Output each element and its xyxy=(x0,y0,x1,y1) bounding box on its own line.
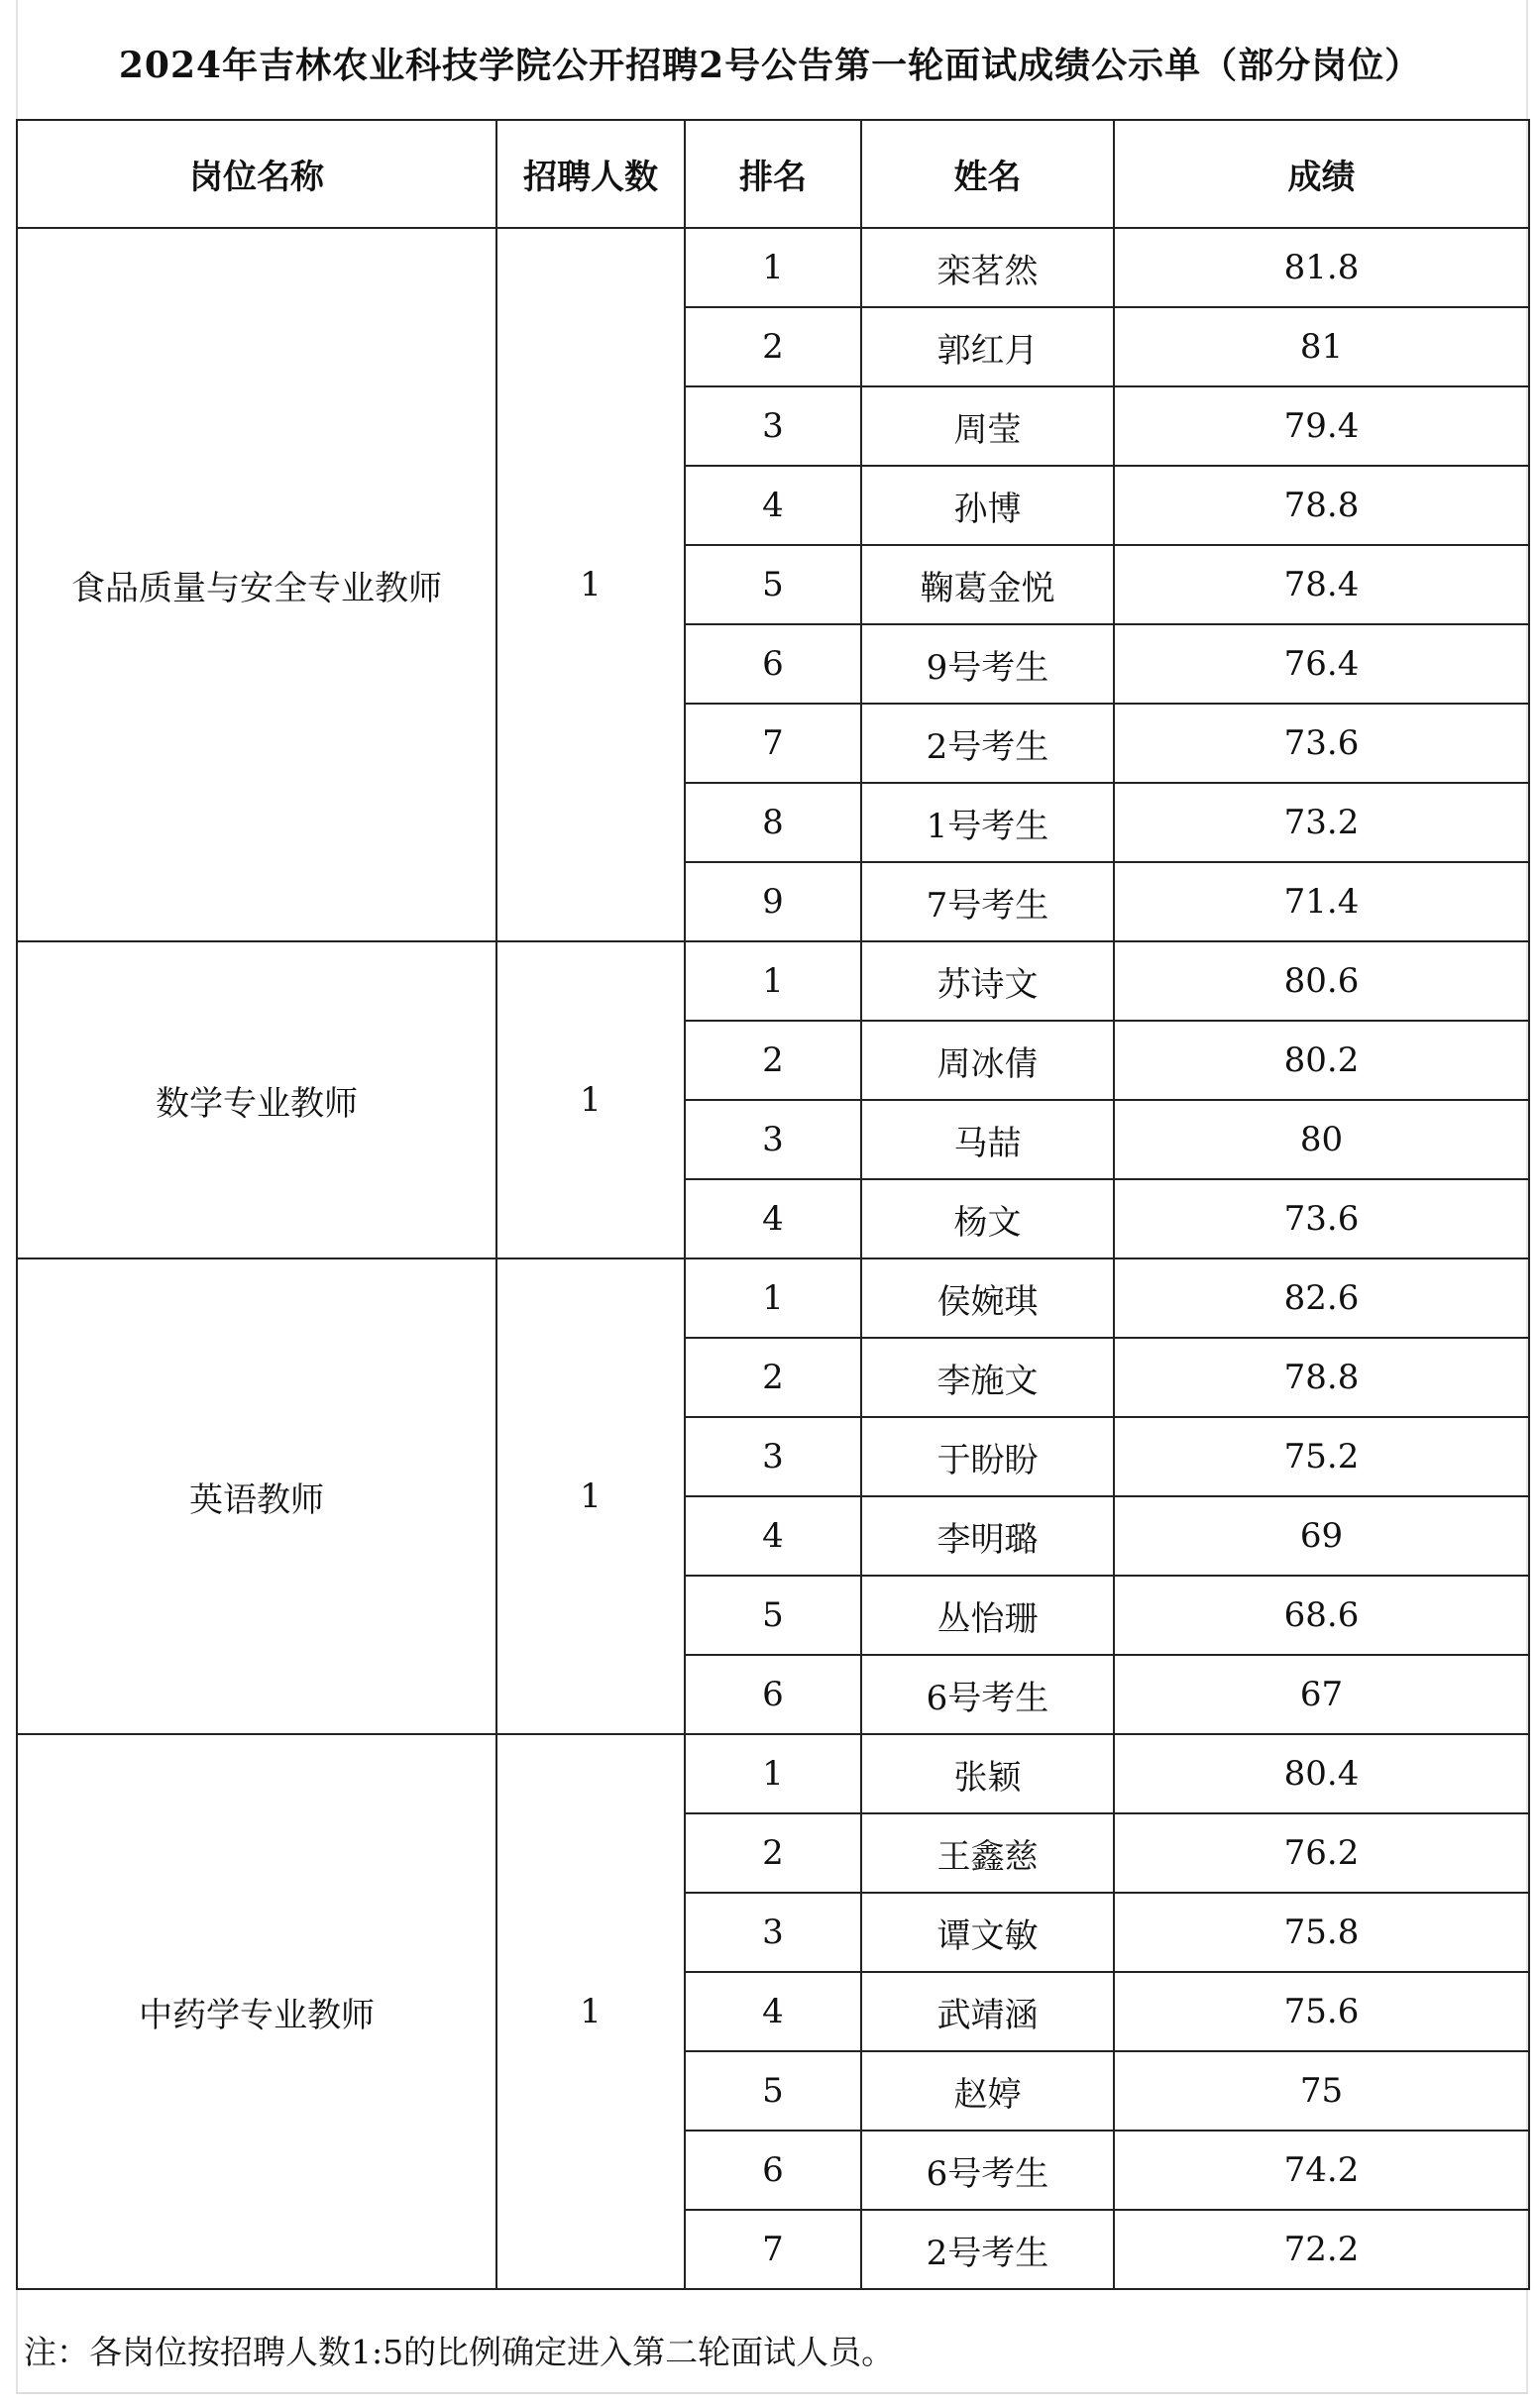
score-cell: 74.2 xyxy=(1114,2131,1529,2210)
name-cell: 鞠葛金悦 xyxy=(861,545,1114,624)
rank-cell: 4 xyxy=(685,1972,861,2051)
name-cell: 1号考生 xyxy=(861,783,1114,862)
name-cell: 7号考生 xyxy=(861,862,1114,941)
score-cell: 75.8 xyxy=(1114,1893,1529,1972)
count-cell: 1 xyxy=(496,1258,685,1734)
score-cell: 75 xyxy=(1114,2051,1529,2131)
rank-cell: 5 xyxy=(685,545,861,624)
name-cell: 周莹 xyxy=(861,386,1114,466)
score-cell: 78.8 xyxy=(1114,1338,1529,1417)
score-cell: 76.2 xyxy=(1114,1813,1529,1893)
table-row xyxy=(17,941,1529,1021)
score-cell: 73.6 xyxy=(1114,1179,1529,1258)
position-cell: 数学专业教师 xyxy=(17,941,496,1258)
score-cell: 78.4 xyxy=(1114,545,1529,624)
header-name: 姓名 xyxy=(861,120,1114,228)
name-cell: 王鑫慈 xyxy=(861,1813,1114,1893)
rank-cell: 3 xyxy=(685,1417,861,1496)
position-cell: 食品质量与安全专业教师 xyxy=(17,228,496,941)
score-cell: 69 xyxy=(1114,1496,1529,1576)
rank-cell: 4 xyxy=(685,1179,861,1258)
footnote: 注：各岗位按招聘人数1:5的比例确定进入第二轮面试人员。 xyxy=(24,2333,895,2371)
name-cell: 9号考生 xyxy=(861,624,1114,704)
rank-cell: 5 xyxy=(685,1576,861,1655)
document-title: 2024年吉林农业科技学院公开招聘2号公告第一轮面试成绩公示单（部分岗位） xyxy=(118,45,1422,86)
table-row xyxy=(17,1258,1529,1338)
header-position: 岗位名称 xyxy=(17,120,496,228)
score-cell: 73.6 xyxy=(1114,704,1529,783)
rank-cell: 6 xyxy=(685,2131,861,2210)
rank-cell: 7 xyxy=(685,704,861,783)
header-score: 成绩 xyxy=(1114,120,1529,228)
results-table xyxy=(16,119,1530,2290)
name-cell: 张颖 xyxy=(861,1734,1114,1813)
name-cell: 周冰倩 xyxy=(861,1021,1114,1100)
score-cell: 76.4 xyxy=(1114,624,1529,704)
name-cell: 丛怡珊 xyxy=(861,1576,1114,1655)
score-cell: 68.6 xyxy=(1114,1576,1529,1655)
score-cell: 80 xyxy=(1114,1100,1529,1179)
rank-cell: 9 xyxy=(685,862,861,941)
score-cell: 79.4 xyxy=(1114,386,1529,466)
score-cell: 71.4 xyxy=(1114,862,1529,941)
rank-cell: 5 xyxy=(685,2051,861,2131)
score-cell: 73.2 xyxy=(1114,783,1529,862)
score-cell: 82.6 xyxy=(1114,1258,1529,1338)
rank-cell: 7 xyxy=(685,2210,861,2289)
rank-cell: 1 xyxy=(685,1734,861,1813)
rank-cell: 6 xyxy=(685,1655,861,1734)
name-cell: 6号考生 xyxy=(861,2131,1114,2210)
name-cell: 谭文敏 xyxy=(861,1893,1114,1972)
position-cell: 中药学专业教师 xyxy=(17,1734,496,2289)
name-cell: 郭红月 xyxy=(861,307,1114,386)
header-rank: 排名 xyxy=(685,120,861,228)
score-cell: 72.2 xyxy=(1114,2210,1529,2289)
count-cell: 1 xyxy=(496,1734,685,2289)
score-cell: 78.8 xyxy=(1114,466,1529,545)
rank-cell: 3 xyxy=(685,1100,861,1179)
name-cell: 苏诗文 xyxy=(861,941,1114,1021)
score-cell: 75.6 xyxy=(1114,1972,1529,2051)
header-row xyxy=(17,120,1529,228)
header-count: 招聘人数 xyxy=(496,120,685,228)
rank-cell: 8 xyxy=(685,783,861,862)
name-cell: 李明璐 xyxy=(861,1496,1114,1576)
score-cell: 67 xyxy=(1114,1655,1529,1734)
rank-cell: 2 xyxy=(685,1021,861,1100)
score-cell: 81.8 xyxy=(1114,228,1529,307)
count-cell: 1 xyxy=(496,941,685,1258)
name-cell: 栾茗然 xyxy=(861,228,1114,307)
rank-cell: 3 xyxy=(685,386,861,466)
name-cell: 2号考生 xyxy=(861,2210,1114,2289)
rank-cell: 1 xyxy=(685,941,861,1021)
name-cell: 李施文 xyxy=(861,1338,1114,1417)
name-cell: 6号考生 xyxy=(861,1655,1114,1734)
name-cell: 侯婉琪 xyxy=(861,1258,1114,1338)
name-cell: 杨文 xyxy=(861,1179,1114,1258)
rank-cell: 1 xyxy=(685,228,861,307)
table-row xyxy=(17,228,1529,307)
score-cell: 80.4 xyxy=(1114,1734,1529,1813)
name-cell: 赵婷 xyxy=(861,2051,1114,2131)
score-cell: 80.6 xyxy=(1114,941,1529,1021)
name-cell: 于盼盼 xyxy=(861,1417,1114,1496)
count-cell: 1 xyxy=(496,228,685,941)
bottom-rule xyxy=(16,2392,1528,2394)
name-cell: 2号考生 xyxy=(861,704,1114,783)
score-cell: 80.2 xyxy=(1114,1021,1529,1100)
rank-cell: 3 xyxy=(685,1893,861,1972)
table-row xyxy=(17,1734,1529,1813)
table-body xyxy=(17,228,1529,2289)
rank-cell: 2 xyxy=(685,1813,861,1893)
rank-cell: 2 xyxy=(685,307,861,386)
score-cell: 81 xyxy=(1114,307,1529,386)
score-cell: 75.2 xyxy=(1114,1417,1529,1496)
rank-cell: 6 xyxy=(685,624,861,704)
name-cell: 孙博 xyxy=(861,466,1114,545)
rank-cell: 4 xyxy=(685,466,861,545)
rank-cell: 1 xyxy=(685,1258,861,1338)
position-cell: 英语教师 xyxy=(17,1258,496,1734)
rank-cell: 4 xyxy=(685,1496,861,1576)
name-cell: 武靖涵 xyxy=(861,1972,1114,2051)
name-cell: 马喆 xyxy=(861,1100,1114,1179)
rank-cell: 2 xyxy=(685,1338,861,1417)
